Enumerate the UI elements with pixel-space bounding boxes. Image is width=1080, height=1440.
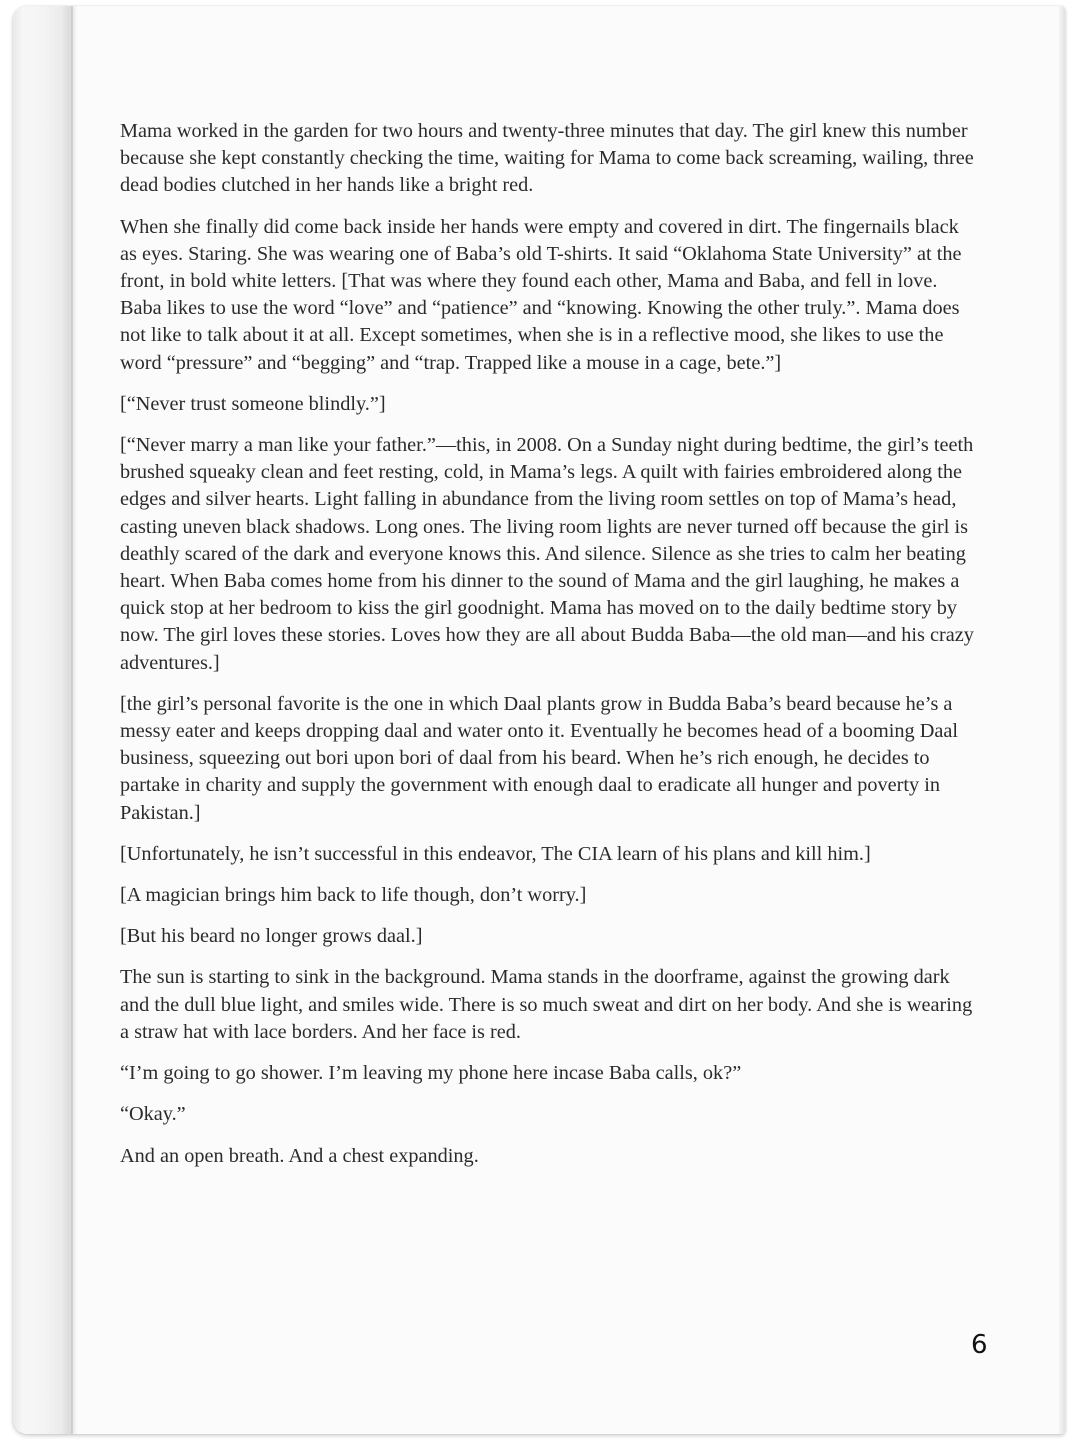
paragraph: [But his beard no longer grows daal.]	[120, 925, 423, 948]
book-spine	[13, 6, 73, 1434]
paragraph: “I’m going to go shower. I’m leaving my phone here incase Baba calls, ok?”	[120, 1062, 742, 1085]
paragraph: And an open breath. And a chest expanding.	[120, 1144, 479, 1167]
page-number: 6	[971, 1330, 988, 1360]
paragraph: “Okay.”	[120, 1103, 186, 1126]
paragraph: [Unfortunately, he isn’t successful in this endeavor, The CIA learn of his plans and kill him.]	[120, 842, 871, 865]
paragraph: [A magician brings him back to life though, don’t worry.]	[120, 884, 587, 907]
paragraph: [“Never marry a man like your father.”—this, in 2008. On a Sunday night during bedtime, the girl’s teeth brushed squeaky clean and feet resting, cold, in Mama’s legs. A quilt with fairies embroidered along the edges and silver hearts. Light falling in abundance from the living room settles on top of Mama’s head, casting uneven black shadows. Long ones. The living room lights are never turned off because the girl is deathly scared of the dark and everyone knows this. And silence. Silence as she tries to calm her beating heart. When Baba comes home from his dinner to the sound of Mama and the girl laughing, he makes a quick stop at her bedroom to kiss the girl goodnight. Mama has moved on to the daily bedtime story by now. The girl loves these stories. Loves how they are all about Budda Baba—the old man—and his crazy adventures.]	[120, 434, 974, 674]
paragraph: The sun is starting to sink in the background. Mama stands in the doorframe, against the growing dark and the dull blue light, and smiles wide. There is so much sweat and dirt on her body. And she is wearing a straw hat with lace borders. And her face is red.	[120, 966, 973, 1043]
paragraph: [the girl’s personal favorite is the one in which Daal plants grow in Budda Baba’s beard because he’s a messy eater and keeps dropping daal and water onto it. Eventually he becomes head of a booming Daal business, squeezing out bori upon bori of daal from his beard. When he’s rich enough, he decides to partake in charity and supply the government with enough daal to eradicate all hunger and poverty in Pakistan.]	[120, 692, 959, 824]
paragraph: [“Never trust someone blindly.”]	[120, 392, 386, 415]
paragraph: When she finally did come back inside her hands were empty and covered in dirt. The fingernails black as eyes. Staring. She was wearing one of Baba’s old T-shirts. It said “Oklahoma State University” at the front, in bold white letters. [That was where they found each other, Mama and Baba, and fell in love. Baba likes to use the word “love” and “patience” and “knowing. Knowing the other truly.”. Mama does not like to talk about it at all. Except sometimes, when she is in a reflective mood, she likes to use the word “pressure” and “begging” and “trap. Trapped like a mouse in a cage, bete.”]	[120, 215, 962, 374]
page-edge	[1059, 6, 1065, 1434]
paragraph: Mama worked in the garden for two hours and twenty-three minutes that day. The girl knew this number because she kept constantly checking the time, waiting for Mama to come back screaming, wailing, three dead bodies clutched in her hands like a bright red.	[120, 120, 974, 197]
page-body	[120, 118, 980, 1184]
